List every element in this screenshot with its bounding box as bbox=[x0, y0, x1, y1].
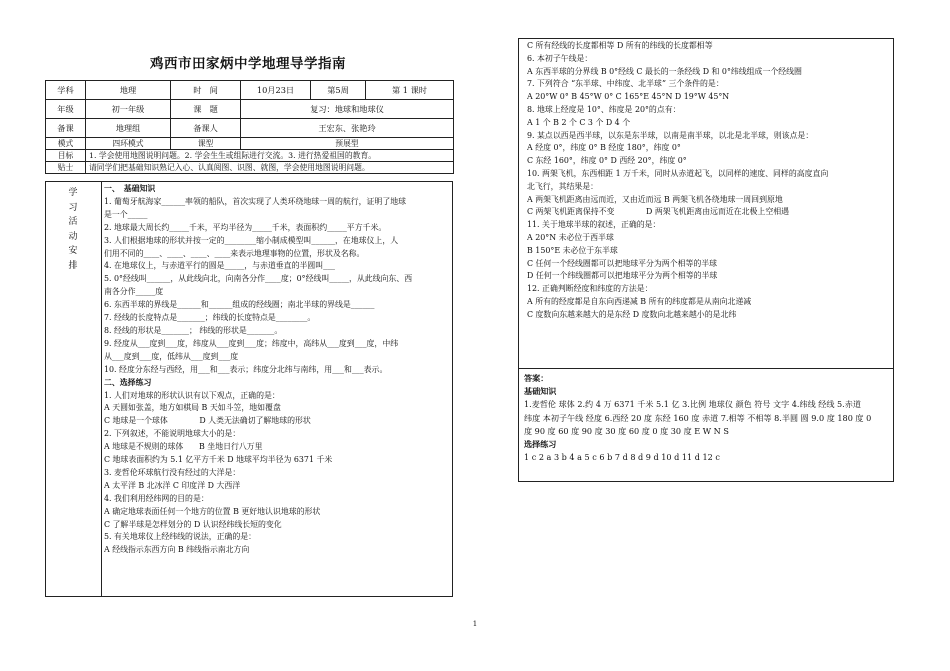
page-number: 1 bbox=[472, 620, 478, 628]
text-line: 10. 两架飞机，东西相距 1 万千米，同时从赤道起飞，以同样的速度、同样的高度直向 bbox=[527, 168, 829, 178]
side-char: 习 bbox=[68, 202, 78, 213]
side-char: 动 bbox=[68, 231, 78, 242]
text-line: D 任何一个纬线圈都可以把地球平分为两个相等的半球 bbox=[527, 271, 718, 281]
section-heading: 二、选择练习 bbox=[104, 377, 152, 387]
text-line: 2. 地球最大周长约_____千米，平均半径为_____千米，表面积约_____平方千米。 bbox=[104, 222, 387, 232]
topic-label: 课 题 bbox=[171, 100, 241, 119]
text-line: 北飞行，其结果是： bbox=[527, 181, 599, 191]
text-line: 10. 经度分东经与西经，用___和___表示；纬度分北纬与南纬，用___和___表示。 bbox=[104, 364, 388, 374]
activity-section bbox=[45, 181, 453, 597]
text-line: C 度数向东越来越大的是东经 D 度数向北越来越小的是北纬 bbox=[527, 309, 737, 319]
text-line: 7. 下列符合 “东半球、中纬度、北半球” 三个条件的是： bbox=[527, 79, 724, 89]
text-line: 5. 有关地球仪上经纬线的说法，正确的是： bbox=[104, 532, 257, 542]
column-divider bbox=[101, 182, 102, 596]
lesson-value: 第 1 课时 bbox=[366, 81, 454, 100]
text-line: 12. 正确判断经度和纬度的方法是： bbox=[527, 284, 653, 294]
text-line: A 所有的经度都是自东向西递减 B 所有的纬度都是从南向北递减 bbox=[527, 296, 752, 306]
prep-group-value: 地理组 bbox=[86, 119, 171, 138]
answer-line: 度 90 度 60 度 90 度 30 度 60 度 0 度 30 度 E W N S bbox=[524, 425, 729, 436]
lesson-type-value: 预展型 bbox=[241, 138, 454, 150]
date-value: 10月23日 bbox=[241, 81, 311, 100]
section-heading: 一、 基础知识 bbox=[104, 184, 156, 193]
mode-label: 模式 bbox=[46, 138, 86, 150]
text-line: C 任何一个经线圈都可以把地球平分为两个相等的半球 bbox=[527, 258, 718, 268]
text-line: C 两架飞机距离保持不变 D 两架飞机距离由远而近在北极上空相遇 bbox=[527, 207, 789, 217]
text-line: A 地球是不规则的球体 B 坐地日行八万里 bbox=[104, 442, 263, 452]
activity-side-label bbox=[66, 186, 80, 273]
page-title: 鸡西市田家炳中学地理导学指南 bbox=[150, 56, 346, 72]
side-char: 安 bbox=[68, 246, 78, 256]
text-line: 6. 本初子午线是： bbox=[527, 53, 593, 63]
header-table bbox=[45, 80, 454, 174]
text-line: A 经度 0°，纬度 0° B 经度 180°，纬度 0° bbox=[527, 143, 681, 153]
text-line: A 经线指示东西方向 B 纬线指示南北方向 bbox=[104, 545, 250, 555]
text-line: A 确定地球表面任何一个地方的位置 B 更好地认识地球的形状 bbox=[104, 506, 321, 516]
side-char: 活 bbox=[68, 217, 78, 227]
answer-section bbox=[524, 372, 890, 464]
text-line: 们用不同的____、____、____、____来表示地理事物的位置，形状及名称。 bbox=[104, 248, 365, 258]
text-line: 5. 0°经线叫______，从此线向北，向南各分作____度；0°经线叫_____，从此线向东、西 bbox=[104, 274, 413, 284]
answer-title: 答案： bbox=[524, 373, 549, 383]
preparer-value: 王宏东、张艳玲 bbox=[241, 119, 454, 138]
tip-text: 请同学们把基础知识熟记入心、认真阅图、识图、就图，学会使用地图说明问题。 bbox=[86, 162, 454, 174]
subject-label: 学科 bbox=[46, 81, 86, 100]
preparer-label: 备课人 bbox=[171, 119, 241, 138]
right-column-box bbox=[518, 38, 894, 482]
answer-line: 纬度 本初子午线 经度 6.西经 20 度 东经 160 度 赤道 7.相等 不相等 8.半圆 圆 9.0 度 180 度 0 bbox=[524, 412, 872, 423]
text-line: C 东经 160°，纬度 0° D 西经 20°，纬度 0° bbox=[527, 156, 687, 166]
text-line: 7. 经线的长度特点是_______；纬线的长度特点是________。 bbox=[104, 313, 316, 323]
text-line: 9. 经度从___度到___度，纬度从___度到___度；纬度中，高纬从___度到___度，中纬 bbox=[104, 338, 399, 348]
choice-answers-title: 选择练习 bbox=[524, 439, 557, 450]
text-line: 2. 下列叙述，不能说明地球大小的是： bbox=[104, 429, 241, 439]
choice-questions-continued bbox=[527, 40, 889, 322]
text-line: 3. 人们根据地球的形状并按一定的________缩小制成模型叫______，在地球仪上，人 bbox=[104, 235, 399, 245]
text-line: 3. 麦哲伦环球航行没有经过的大洋是： bbox=[104, 467, 241, 477]
grade-value: 初一年级 bbox=[86, 100, 171, 119]
text-line: 6. 东西半球的界线是______和______组成的经线圈；南北半球的界线是______ bbox=[104, 300, 375, 310]
text-line: 11. 关于地球半球的叙述，正确的是： bbox=[527, 220, 661, 230]
text-line: A 20°W 0° B 45°W 0° C 165°E 45°N D 19°W 45°N bbox=[527, 92, 730, 102]
text-line: 1. 人们对地球的形状认识有以下观点，正确的是： bbox=[104, 390, 280, 400]
text-line: A 1 个 B 2 个 C 3 个 D 4 个 bbox=[527, 117, 631, 127]
text-line: C 地球是一个球体 D 人类无法确切了解地球的形状 bbox=[104, 416, 311, 426]
text-line: C 了解半球是怎样划分的 D 认识经纬线长短的变化 bbox=[104, 519, 282, 529]
subject-value: 地理 bbox=[86, 81, 171, 100]
tip-label: 贴士 bbox=[46, 162, 86, 174]
text-line: 南各分作_____度 bbox=[104, 287, 164, 297]
lesson-type-label: 课型 bbox=[171, 138, 241, 150]
text-line: A 东西半球的分界线 B 0°经线 C 最长的一条经线 D 和 0°纬线组成一个经线圈 bbox=[527, 66, 802, 76]
topic-value: 复习：地球和地球仪 bbox=[241, 100, 454, 119]
text-line: A 20°N 未必位于西半球 bbox=[527, 232, 614, 242]
text-line: 8. 经线的形状是_______； 纬线的形状是_______。 bbox=[104, 325, 283, 335]
activity-content bbox=[104, 183, 452, 557]
time-label: 时 间 bbox=[171, 81, 241, 100]
text-line: 从___度到___度，低纬从___度到___度 bbox=[104, 351, 239, 361]
text-line: B 150°E 未必位于东半球 bbox=[527, 245, 618, 255]
week-value: 第5周 bbox=[311, 81, 366, 100]
goal-label: 目标 bbox=[46, 150, 86, 162]
text-line: 9. 某点以西是西半球，以东是东半球，以南是南半球，以北是北半球，则该点是： bbox=[527, 130, 814, 140]
grade-label: 年级 bbox=[46, 100, 86, 119]
text-line: C 地球表面积约为 5.1 亿平方千米 D 地球平均半径为 6371 千米 bbox=[104, 455, 333, 465]
text-line: 4. 在地球仪上，与赤道平行的圆是_____，与赤道垂直的半圆叫___ bbox=[104, 261, 335, 271]
text-line: 8. 地球上经度是 10°、纬度是 20°的点有： bbox=[527, 104, 681, 114]
text-line: 是一个_____ bbox=[104, 209, 148, 219]
prep-label: 备课 bbox=[46, 119, 86, 138]
goal-text: 1. 学会使用地图说明问题。2. 学会生生或组际进行交流。3. 进行热爱祖国的教育。 bbox=[86, 150, 454, 162]
answer-line: 1.麦哲伦 球体 2.约 4 万 6371 千米 5.1 亿 3.比例 地球仪 颜色 符号 文字 4.纬线 经线 5.赤道 bbox=[524, 399, 861, 410]
side-char: 排 bbox=[68, 260, 78, 271]
text-line: 4. 我们利用经纬网的目的是： bbox=[104, 493, 209, 503]
text-line: 1. 葡萄牙航海家______率领的船队，首次实现了人类环绕地球一周的航行，证明了地球 bbox=[104, 196, 406, 206]
text-line: C 所有经线的长度都相等 D 所有的纬线的长度都相等 bbox=[527, 41, 713, 50]
text-line: A 太平洋 B 北冰洋 C 印度洋 D 大西洋 bbox=[104, 480, 241, 490]
answer-divider bbox=[519, 368, 893, 369]
text-line: A 天圆如张盖，地方如棋局 B 天如斗笠，地如覆盘 bbox=[104, 403, 281, 413]
choice-answers-line: 1 c 2 a 3 b 4 a 5 c 6 b 7 d 8 d 9 d 10 d 11 d 12 c bbox=[524, 452, 720, 463]
basic-answers-title: 基础知识 bbox=[524, 386, 557, 397]
side-char: 学 bbox=[68, 188, 78, 198]
mode-value: 四环模式 bbox=[86, 138, 171, 150]
text-line: A 两架飞机距离由远而近，又由近而远 B 两架飞机各绕地球一周回到原地 bbox=[527, 194, 783, 204]
